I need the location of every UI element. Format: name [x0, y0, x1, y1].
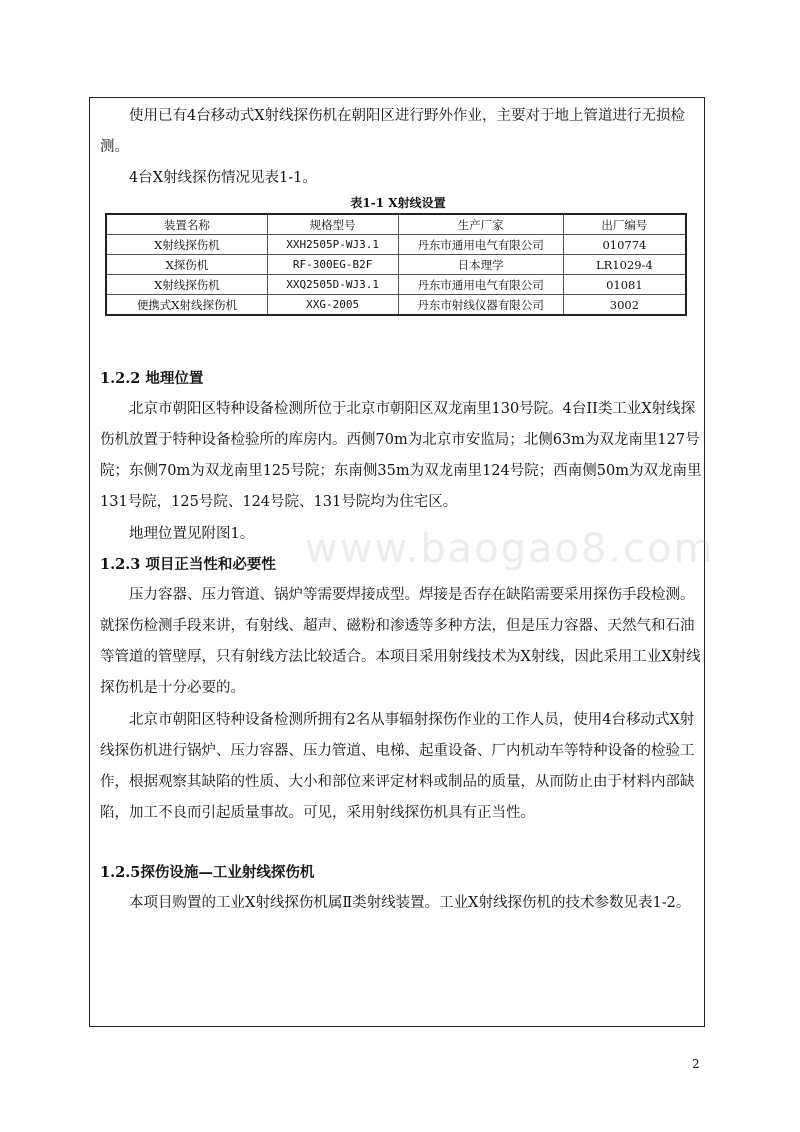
cell-model: XXQ2505D-WJ3.1 — [267, 275, 398, 295]
table-row — [106, 275, 686, 295]
section-heading-location: 1.2.2 地理位置 — [100, 370, 204, 387]
location-paragraph-1: 北京市朝阳区特种设备检测所位于北京市朝阳区双龙南里130号院。4台II类工业X射线探伤机放置于特种设备检验所的库房内。西侧70m为北京市安监局；北侧63m为双龙南里127号院；东侧70m为双龙南里125号院；东南侧35m为双龙南里124号院；西南侧50m为双龙南里131号院，125号院、124号院、131号院均为住宅区。 — [100, 401, 702, 510]
cell-serial: LR1029-4 — [563, 255, 686, 275]
cell-device-name: X射线探伤机 — [106, 235, 267, 255]
table-header-row — [106, 214, 686, 235]
cell-model: XXG-2005 — [267, 295, 398, 316]
facility-paragraph-1: 本项目购置的工业X射线探伤机属Ⅱ类射线装置。工业X射线探伤机的技术参数见表1-2。 — [129, 895, 691, 911]
header-device-name: 装置名称 — [106, 214, 267, 235]
cell-serial: 3002 — [563, 295, 686, 316]
cell-model: XXH2505P-WJ3.1 — [267, 235, 398, 255]
watermark-text: www.baogao8.com — [305, 526, 715, 572]
cell-device-name: 便携式X射线探伤机 — [106, 295, 267, 316]
header-serial: 出厂编号 — [563, 214, 686, 235]
page-number: 2 — [692, 1057, 700, 1071]
header-model: 规格型号 — [267, 214, 398, 235]
cell-manufacturer: 丹东市通用电气有限公司 — [398, 275, 563, 295]
intro-paragraph-2: 4台X射线探伤情况见表1-1。 — [129, 170, 317, 186]
justification-paragraph-1: 压力容器、压力管道、锅炉等需要焊接成型。焊接是否存在缺陷需要采用探伤手段检测。就探伤检测手段来讲，有射线、超声、磁粉和渗透等多种方法，但是压力容器、天然气和石油等管道的管壁厚，只有射线方法比较适合。本项目采用射线技术为X射线，因此采用工业X射线探伤机是十分必要的。 — [100, 587, 701, 696]
location-paragraph-2: 地理位置见附图1。 — [129, 526, 255, 542]
cell-device-name: X探伤机 — [106, 255, 267, 275]
table-title: 表1-1 X射线设置 — [350, 196, 446, 210]
cell-serial: 010774 — [563, 235, 686, 255]
cell-manufacturer: 丹东市射线仪器有限公司 — [398, 295, 563, 316]
table-row — [106, 235, 686, 255]
cell-serial: 01081 — [563, 275, 686, 295]
cell-manufacturer: 丹东市通用电气有限公司 — [398, 235, 563, 255]
cell-manufacturer: 日本理学 — [398, 255, 563, 275]
section-heading-justification: 1.2.3 项目正当性和必要性 — [100, 556, 276, 573]
section-heading-facility: 1.2.5探伤设施—工业射线探伤机 — [100, 864, 315, 881]
equipment-table — [105, 213, 687, 316]
cell-device-name: X射线探伤机 — [106, 275, 267, 295]
table-row — [106, 295, 686, 316]
table-row — [106, 255, 686, 275]
cell-model: RF-300EG-B2F — [267, 255, 398, 275]
justification-paragraph-2: 北京市朝阳区特种设备检测所拥有2名从事辐射探伤作业的工作人员，使用4台移动式X射线探伤机进行锅炉、压力容器、压力管道、电梯、起重设备、厂内机动车等特种设备的检验工作，根据观察其缺陷的性质、大小和部位来评定材料或制品的质量，从而防止由于材料内部缺陷，加工不良而引起质量事故。可见，采用射线探伤机具有正当性。 — [100, 712, 695, 821]
header-manufacturer: 生产厂家 — [398, 214, 563, 235]
intro-paragraph-1: 使用已有4台移动式X射线探伤机在朝阳区进行野外作业，主要对于地上管道进行无损检测。 — [100, 108, 686, 155]
